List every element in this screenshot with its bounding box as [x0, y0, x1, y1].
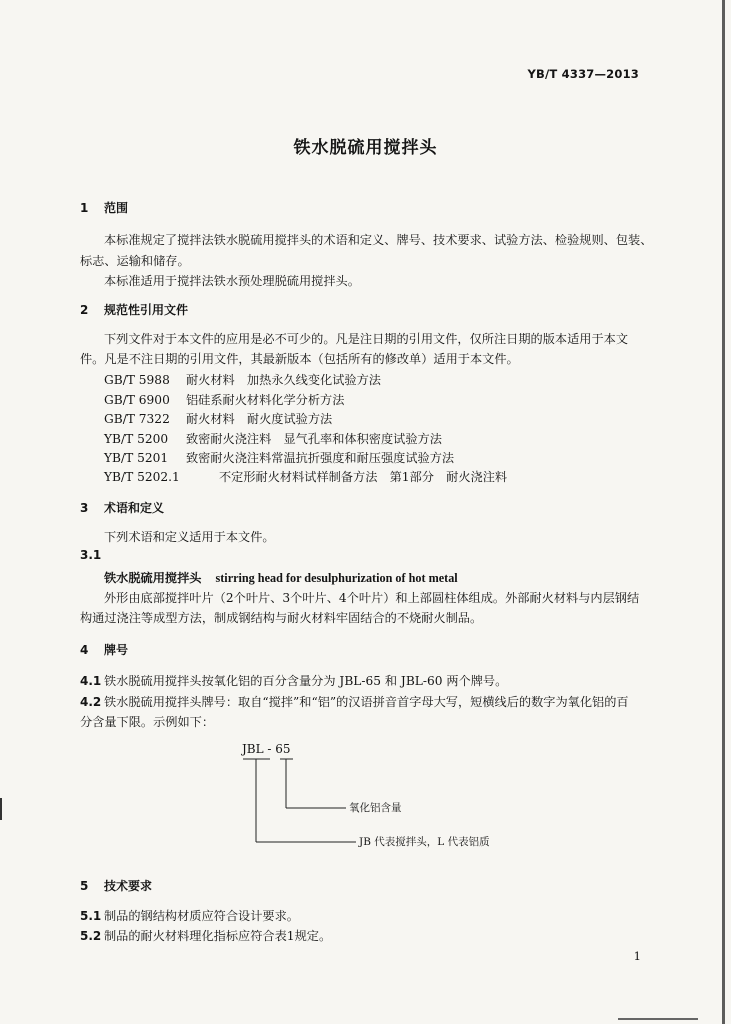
paragraph-line: 下列术语和定义适用于本文件。 [104, 530, 275, 544]
clause-text: 制品的钢结构材质应符合设计要求。 [104, 909, 299, 923]
scan-mark [618, 1018, 698, 1020]
reference-code: YB/T 5202.1 [104, 470, 180, 484]
designation-diagram [236, 742, 516, 852]
clause-number: 4.2 [80, 695, 102, 709]
reference-code: YB/T 5201 [104, 451, 169, 465]
clause-text: 铁水脱硫用搅拌头牌号：取自“搅拌”和“铝”的汉语拼音首字母大写，短横线后的数字为氧化铝的百 [104, 695, 629, 709]
standard-code: YB/T 4337—2013 [527, 67, 639, 81]
section-heading-3 [80, 499, 164, 516]
section-title: 术语和定义 [104, 501, 165, 515]
label-jb-meaning: JB 代表搅拌头，L 代表铝质 [359, 836, 490, 848]
clause-text-continued: 分含量下限。示例如下： [80, 715, 215, 729]
reference-code: YB/T 5200 [104, 432, 169, 446]
reference-title: 致密耐火浇注料常温抗折强度和耐压强度试验方法 [186, 451, 455, 465]
document-title: 铁水脱硫用搅拌头 [293, 138, 438, 158]
clause-5-2 [80, 927, 331, 944]
reference-code: GB/T 7322 [104, 412, 170, 426]
reference-code: GB/T 5988 [104, 373, 170, 387]
reference-code: GB/T 6900 [104, 393, 170, 407]
reference-item [104, 410, 332, 427]
clause-5-1 [80, 907, 299, 924]
page-number: 1 [633, 949, 641, 963]
section-title: 技术要求 [104, 879, 153, 893]
label-alumina-content: 氧化铝含量 [349, 802, 402, 814]
term-english: stirring head for desulphurization of hot metal [215, 571, 458, 585]
clause-number: 5.2 [80, 929, 102, 943]
scan-mark [0, 798, 2, 820]
section-heading-4 [80, 641, 128, 658]
section-number: 5 [80, 879, 89, 893]
reference-title: 耐火材料 加热永久线变化试验方法 [186, 373, 381, 387]
section-number: 3 [80, 501, 89, 515]
reference-title: 耐火材料 耐火度试验方法 [186, 412, 333, 426]
reference-item [104, 391, 344, 408]
paragraph-line: 本标准规定了搅拌法铁水脱硫用搅拌头的术语和定义、牌号、技术要求、试验方法、检验规则、包装、 [104, 233, 653, 247]
section-title: 规范性引用文件 [104, 303, 189, 317]
section-heading-5 [80, 877, 152, 894]
term-entry [104, 569, 458, 586]
clause-4-1 [80, 672, 507, 689]
reference-title: 不定形耐火材料试样制备方法 第1部分 耐火浇注料 [219, 470, 508, 484]
term-chinese: 铁水脱硫用搅拌头 [104, 571, 202, 585]
section-title: 牌号 [104, 643, 129, 657]
reference-item [104, 468, 507, 485]
clause-4-2 [80, 693, 629, 710]
paragraph-line: 件。凡是不注日期的引用文件，其最新版本（包括所有的修改单）适用于本文件。 [80, 352, 519, 366]
definition-line: 构通过浇注等成型方法，制成钢结构与耐火材料牢固结合的不烧耐火制品。 [80, 611, 483, 625]
clause-number: 5.1 [80, 909, 102, 923]
reference-item [104, 371, 381, 388]
clause-number: 3.1 [80, 548, 102, 562]
reference-title: 铝硅系耐火材料化学分析方法 [186, 393, 345, 407]
section-title: 范围 [104, 201, 129, 215]
paragraph-line: 下列文件对于本文件的应用是必不可少的。凡是注日期的引用文件，仅所注日期的版本适用于本文 [104, 332, 629, 346]
clause-number: 4.1 [80, 674, 102, 688]
section-number: 1 [80, 201, 89, 215]
clause-text: 铁水脱硫用搅拌头按氧化铝的百分含量分为 JBL-65 和 JBL-60 两个牌号。 [104, 674, 508, 688]
reference-item [104, 449, 454, 466]
paragraph-line: 标志、运输和储存。 [80, 254, 190, 268]
reference-title: 致密耐火浇注料 显气孔率和体积密度试验方法 [186, 432, 442, 446]
section-heading-1 [80, 199, 128, 216]
reference-item [104, 430, 442, 447]
definition-line: 外形由底部搅拌叶片（2个叶片、3个叶片、4个叶片）和上部圆柱体组成。外部耐火材料与内层钢结 [104, 591, 640, 605]
clause-text: 制品的耐火材料理化指标应符合表1规定。 [104, 929, 332, 943]
designation-code: JBL - 65 [242, 742, 291, 756]
paragraph-line: 本标准适用于搅拌法铁水预处理脱硫用搅拌头。 [104, 274, 360, 288]
section-number: 4 [80, 643, 89, 657]
section-number: 2 [80, 303, 89, 317]
section-heading-2 [80, 301, 188, 318]
